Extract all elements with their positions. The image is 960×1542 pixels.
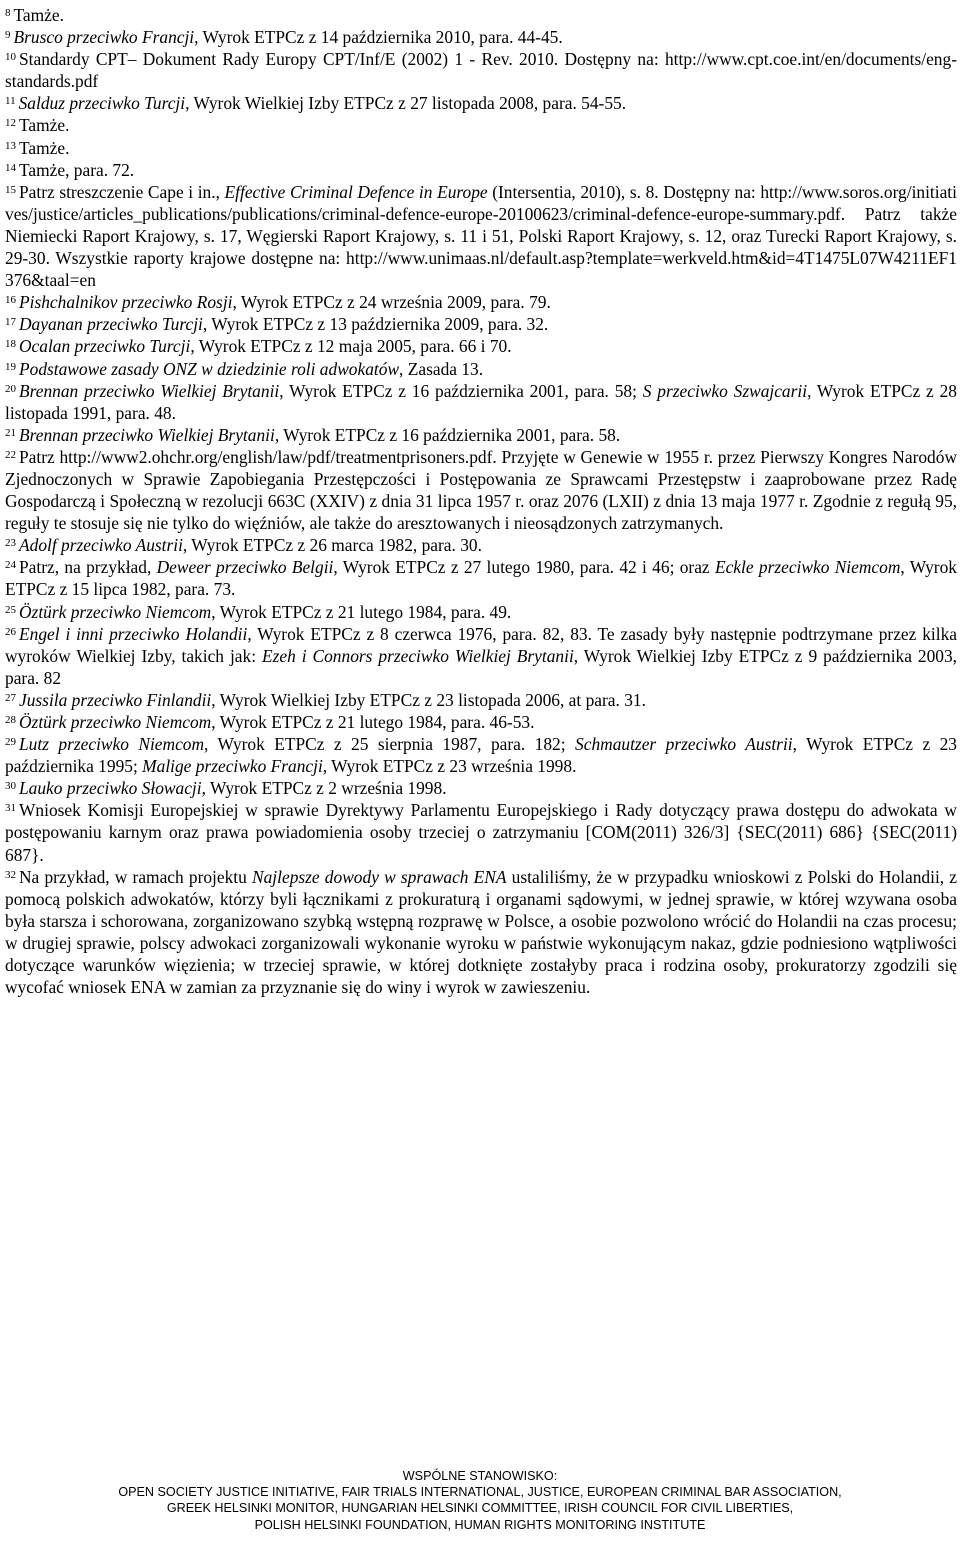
page-footer: [0, 1468, 960, 1533]
footnote: [5, 689, 957, 711]
footnote-number: 16: [5, 294, 16, 307]
footnote: [5, 380, 957, 424]
footnote: [5, 446, 957, 534]
case-title: Najlepsze dowody w sprawach ENA: [252, 866, 507, 887]
footnote: [5, 335, 957, 357]
footnote-number: 18: [5, 338, 16, 351]
footer-organizations-line: GREEK HELSINKI MONITOR, HUNGARIAN HELSINKI COMMITTEE, IRISH COUNCIL FOR CIVIL LIBERTIES,: [166, 1501, 794, 1516]
footnote-number: 19: [5, 360, 16, 373]
case-title: Ezeh i Connors przeciwko Wielkiej Brytanii: [261, 645, 574, 666]
footnote-text: , Wyrok ETPCz z 15 lipca 1982, para. 73.: [5, 557, 957, 600]
footnote-text: , Wyrok ETPCz z 21 lutego 1984, para. 49.: [211, 601, 512, 622]
case-title: Lauko przeciwko Słowacji: [19, 778, 202, 799]
footnote-url[interactable]: http://www.unimaas.nl/default.asp?template=werkveld.htm&id=4T1475L07W4211EF1376&taal=en: [5, 248, 957, 291]
footnote: [5, 424, 957, 446]
footnote-number: 22: [5, 448, 16, 461]
case-title: Ocalan przeciwko Turcji: [19, 336, 191, 357]
footnote-text: , Wyrok ETPCz z 2 września 1998.: [201, 778, 447, 799]
footnote-text: , Wyrok ETPCz z 23 września 1998.: [322, 756, 577, 777]
footnote: [5, 159, 957, 181]
case-title: Salduz przeciwko Turcji: [18, 93, 186, 114]
footnote-number: 14: [5, 161, 16, 174]
footnote-text: . Patrz także Niemiecki Raport Krajowy, s. 17, Węgierski Raport Krajowy, s. 11 i 51, Polski Raport Krajowy, s. 12, oraz Turecki Raport Krajowy, s. 29-30. Wszystkie raporty krajowe dostępne na:: [5, 203, 957, 269]
footnote-url[interactable]: http://www.soros.org/initiatives/justice/articles_publications/publications/criminal-defence-europe-20100623/criminal-defence-europe-summary.pdf: [5, 181, 957, 224]
footnote-number: 32: [5, 868, 16, 881]
case-title: Jussila przeciwko Finlandii: [19, 689, 212, 710]
footer-organizations-line: OPEN SOCIETY JUSTICE INITIATIVE, FAIR TRIALS INTERNATIONAL, JUSTICE, EUROPEAN CRIMINAL BAR ASSOCIATION,: [118, 1485, 842, 1500]
case-title: Dayanan przeciwko Turcji: [19, 314, 203, 335]
footnote-number: 24: [5, 559, 16, 572]
case-title: Pishchalnikov przeciwko Rosji: [19, 292, 233, 313]
case-title: Eckle przeciwko Niemcom: [714, 557, 901, 578]
footnote-number: 15: [5, 183, 16, 196]
footnote-text: Na przykład, w ramach projektu: [19, 866, 253, 887]
footnote-text: Tamże.: [19, 137, 70, 158]
footnote: [5, 114, 957, 136]
footnote-text: Tamże, para. 72.: [19, 159, 135, 180]
footnote-number: 25: [5, 603, 16, 616]
case-title: Öztürk przeciwko Niemcom: [19, 601, 212, 622]
footnotes-list: [5, 4, 957, 998]
footnote: [5, 181, 957, 291]
footnote-text: , Wyrok ETPCz z 26 marca 1982, para. 30.: [182, 535, 482, 556]
footnote-number: 12: [5, 117, 16, 130]
case-title: Adolf przeciwko Austrii: [19, 535, 183, 556]
footer-heading: WSPÓLNE STANOWISKO:: [402, 1469, 558, 1483]
footnote-number: 17: [5, 316, 16, 329]
footnote-text: Wniosek Komisji Europejskiej w sprawie Dyrektywy Parlamentu Europejskiego i Rady dotyczący prawa dostępu do adwokata w postępowaniu karnym oraz prawa powiadomienia osoby trzeciej o zatrzymaniu [COM(2011) 326/3] {SEC(2011) 686} {SEC(2011) 687}.: [5, 800, 957, 865]
footnote-number: 28: [5, 714, 16, 726]
case-title: Engel i inni przeciwko Holandii: [19, 623, 248, 644]
footnote: [5, 4, 957, 26]
footnote: [5, 866, 957, 999]
footnote: [5, 711, 957, 733]
footnote-number: 26: [5, 625, 16, 638]
case-title: Malige przeciwko Francji: [142, 756, 323, 777]
footnote-text: , Wyrok ETPCz z 16 października 2001, para. 58.: [274, 424, 621, 445]
footnote-number: 30: [5, 780, 16, 793]
footnote-number: 20: [5, 382, 16, 395]
footnote-number: 31: [5, 802, 16, 815]
footnote: [5, 623, 957, 689]
footnote-text: , Wyrok ETPCz z 16 października 2001, para. 58;: [279, 380, 643, 401]
footnote-text: (Intersentia, 2010), s. 8. Dostępny na:: [487, 181, 761, 202]
footnote-text: , Wyrok Wielkiej Izby ETPCz z 23 listopada 2006, at para. 31.: [211, 689, 646, 710]
footnote-number: 29: [5, 736, 16, 749]
footnote-text: Standardy CPT– Dokument Rady Europy CPT/Inf/E (2002) 1 - Rev. 2010. Dostępny na: http://www.cpt.coe.int/en/documents/eng-standards.pdf: [5, 49, 957, 92]
footnote-text: , Wyrok Wielkiej Izby ETPCz z 27 listopada 2008, para. 54-55.: [185, 93, 627, 114]
footnote-text: Patrz streszczenie Cape i in.,: [19, 181, 225, 202]
footnote-text: , Wyrok ETPCz z 25 sierpnia 1987, para. 182;: [204, 734, 576, 755]
footnote-number: 8: [5, 7, 11, 19]
footnote-number: 21: [5, 426, 16, 439]
footnote: [5, 534, 957, 556]
footnote: [5, 137, 957, 159]
footnote: [5, 777, 957, 799]
footnote: [5, 733, 957, 777]
footnote-number: 11: [5, 95, 16, 108]
footnote-number: 13: [5, 139, 16, 152]
footnote-text: , Wyrok ETPCz z 12 maja 2005, para. 66 i 70.: [190, 336, 512, 357]
footnote-text: , Wyrok Wielkiej Izby ETPCz z 9 października 2003, para. 82: [5, 645, 958, 688]
footnote: [5, 358, 957, 380]
footnote: [5, 556, 957, 600]
footnote: [5, 799, 957, 865]
footnote-text: ustaliliśmy, że w przypadku wnioskowi z Polski do Holandii, z pomocą polskich adwokatów, którzy byli łącznikami z prokuraturą i organami sądowymi, w jednej sprawie, w której wzywana osoba była starsza i schorowana, zorganizowano szybką wstępną rozprawę w Polsce, a osobie pozwolono wrócić do Holandii na czas procesu; w drugiej sprawie, polscy adwokaci zorganizowali wykonanie wyroku w państwie wykonującym nakaz, gdzie podniesiono wątpliwości dotyczące warunków więzienia; w trzeciej sprawie, w której dotknięte zostałyby praca i rodzina osoby, prokuratorzy zgodzili się wycofać wniosek ENA w zamian za przyznanie się do winy i wyrok w zawieszeniu.: [5, 866, 958, 998]
case-title: Schmautzer przeciwko Austrii: [575, 734, 793, 755]
footnote-text: Patrz, na przykład,: [19, 557, 157, 578]
footnote-text: , Wyrok ETPCz z 13 października 2009, para. 32.: [202, 314, 549, 335]
case-title: Effective Criminal Defence in Europe: [224, 181, 488, 202]
footnote-text: , Wyrok ETPCz z 24 września 2009, para. 79.: [232, 292, 551, 313]
footnote-number: 10: [5, 51, 16, 64]
footnote-text: Tamże.: [13, 5, 64, 25]
footnote-text: Patrz http://www2.ohchr.org/english/law/pdf/treatmentprisoners.pdf. Przyjęte w Genewie w 1955 r. przez Pierwszy Kongres Narodów Zjednoczonych w Sprawie Zapobiegania Przestępczości i Postępowania ze Sprawcami Przestępstw i zaaprobowane przez Radę Gospodarczą i Społeczną w rezolucji 663C (XXIV) z dnia 31 lipca 1957 r. oraz 2076 (LXII) z dnia 13 maja 1977 r. Zgodnie z regułą 95, reguły te stosuje się nie tylko do więźniów, ale także do aresztowanych i nieosądzonych zatrzymanych.: [5, 446, 957, 534]
footer-organizations-line: POLISH HELSINKI FOUNDATION, HUMAN RIGHTS MONITORING INSTITUTE: [254, 1517, 706, 1532]
case-title: Podstawowe zasady ONZ w dziedzinie roli adwokatów: [19, 358, 400, 379]
footnote-number: 23: [5, 537, 16, 550]
footnote: [5, 26, 957, 48]
footnote: [5, 313, 957, 335]
footnote-number: 9: [5, 29, 11, 42]
case-title: Lutz przeciwko Niemcom: [19, 734, 205, 755]
case-title: Deweer przeciwko Belgii: [156, 557, 334, 578]
case-title: Brennan przeciwko Wielkiej Brytanii: [19, 380, 280, 401]
case-title: S przeciwko Szwajcarii: [642, 380, 808, 401]
footnote: [5, 48, 957, 92]
footnote: [5, 291, 957, 313]
footnote-text: , Wyrok ETPCz z 8 czerwca 1976, para. 82, 83. Te zasady były następnie podtrzymane przez kilka wyroków Wielkiej Izby, takich jak:: [5, 623, 957, 666]
case-title: Brennan przeciwko Wielkiej Brytanii: [19, 424, 275, 445]
case-title: Öztürk przeciwko Niemcom: [19, 712, 212, 732]
footnote-number: 27: [5, 691, 16, 704]
case-title: Brusco przeciwko Francji: [13, 27, 195, 48]
footnote: [5, 92, 957, 114]
footnote-text: , Wyrok ETPCz z 27 lutego 1980, para. 42 i 46; oraz: [333, 557, 715, 578]
footnote-text: , Zasada 13.: [399, 358, 484, 379]
footnote-text: , Wyrok ETPCz z 28 listopada 1991, para. 48.: [5, 380, 957, 423]
footnote-text: , Wyrok ETPCz z 23 października 1995;: [5, 734, 958, 777]
footnote-text: , Wyrok ETPCz z 14 października 2010, para. 44-45.: [194, 27, 563, 48]
footnote-text: Tamże.: [19, 115, 70, 136]
footnote-text: , Wyrok ETPCz z 21 lutego 1984, para. 46-53.: [211, 712, 535, 732]
footnote: [5, 601, 957, 623]
